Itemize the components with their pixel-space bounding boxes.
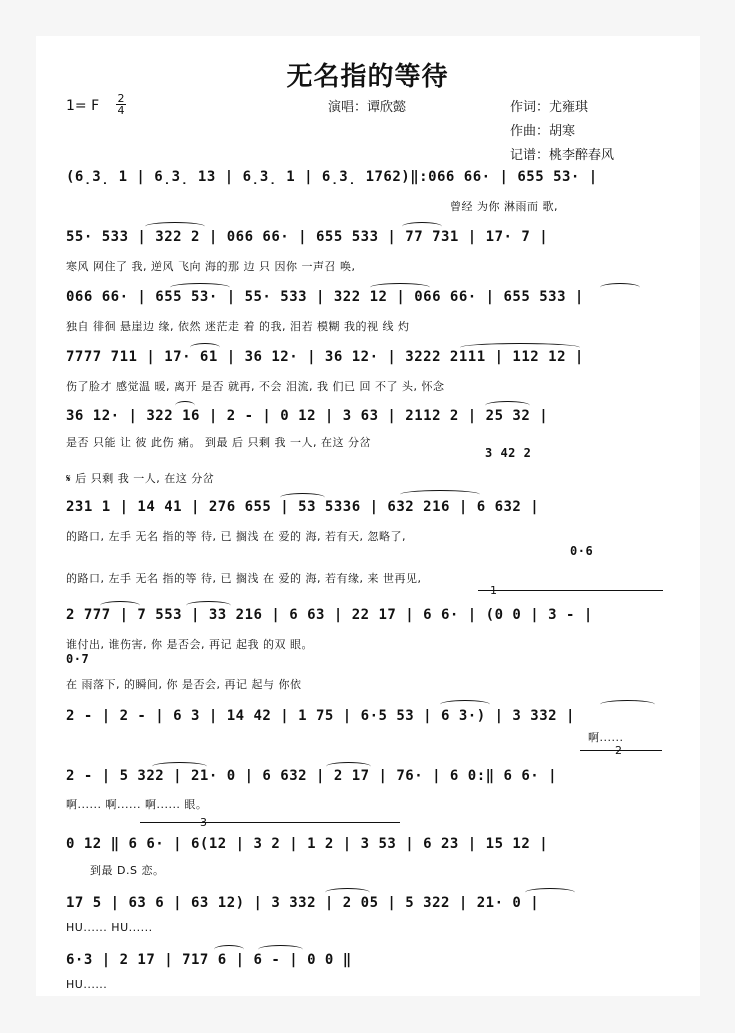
lyric-line-7a: 谁付出, 谁伤害, 你 是否会, 再记 起我 的双 眼。 [66,638,313,651]
lyric-line-10: 到最 D.S 恋。 [90,864,165,877]
lyric-line-3: 独自 徘徊 悬崖边 缘, 依然 迷茫走 着 的我, 泪若 模糊 我的视 线 灼 [66,320,410,333]
time-signature [116,93,126,116]
time-sig-bottom: 4 [117,104,125,117]
slur [600,700,655,709]
lyric-line-12: HU...... [66,978,108,991]
time-sig-top: 2 [117,92,125,105]
lyric-line-7b: 在 雨落下, 的瞬间, 你 是否会, 再记 起与 你依 [66,678,302,691]
transcriber-credit: 记谱：桃李醉春风 [510,148,615,163]
lyric-line-9: 啊...... 啊...... 啊...... 眼。 [66,798,208,811]
lyric-line-5b: 𝄋 后 只剩 我 一人, 在这 分岔 [66,472,215,485]
notation-line-10: 0 12 ‖ 6 6· | 6(12 | 3 2 | 1 2 | 3 53 | 6 23 | 15 12 | [66,836,549,852]
notation-line-12: 6·3 | 2 17 | 717 6 | 6 - | 0 0 ‖ [66,952,352,968]
slur [400,490,480,499]
slur [600,283,640,292]
notation-line-5: 36 12· | 322 16 | 2 - | 0 12 | 3 63 | 2112 2 | 25 32 | [66,408,549,424]
notation-line-6: 231 1 | 14 41 | 276 655 | 53 5336 | 632 216 | 6 632 | [66,499,540,515]
notation-line-3: 066 66· | 655 53· | 55· 533 | 322 12 | 066 66· | 655 533 | [66,289,584,305]
notation-line-2: 55· 533 | 322 2 | 066 66· | 655 533 | 77 731 | 17· 7 | [66,229,549,245]
lyricist-credit: 作词：尤雍琪 [510,100,589,115]
volta-bracket [478,590,663,591]
notation-line-9: 2 - | 5 322 | 21· 0 | 6 632 | 2 17 | 76· | 6 0:‖ 6 6· | [66,768,558,784]
composer-credit: 作曲：胡寒 [510,124,576,139]
alt-notes: 3 42 2 [485,446,532,460]
volta-3-label: 3 [200,816,208,829]
lyric-line-2: 寒风 网住了 我, 逆风 飞向 海的那 边 只 因你 一声召 唤, [66,260,356,273]
singer-credit: 演唱：谭欣懿 [328,100,407,115]
alt-notes: 0·7 [66,652,90,666]
notation-line-8: 2 - | 2 - | 6 3 | 14 42 | 1 75 | 6·5 53 | 6 3·) | 3 332 | [66,708,575,724]
notation-line-4: 7777 711 | 17· 61 | 36 12· | 36 12· | 3222 2111 | 112 12 | [66,349,584,365]
lyric-line-6a: 的路口, 左手 无名 指的等 待, 已 搁浅 在 爱的 海, 若有天, 忽略了, [66,530,406,543]
lyric-line-1b: 曾经 为你 淋雨而 歌, [450,200,558,213]
song-title: 无名指的等待 [286,62,449,92]
notation-line-11: 17 5 | 63 6 | 63 12) | 3 332 | 2 05 | 5 322 | 21· 0 | [66,895,540,911]
key-signature: 1= F [66,98,100,114]
lyric-line-6b: 的路口, 左手 无名 指的等 待, 已 搁浅 在 爱的 海, 若有缘, 来 世再见, [66,572,422,585]
notation-line-7: 2 777 | 7 553 | 33 216 | 6 63 | 22 17 | 6 6· | (0 0 | 3 - | [66,607,593,623]
volta-2-label: 2 [615,744,623,757]
lyric-line-4: 伤了脸才 感觉温 暖, 离开 是否 就再, 不会 泪流, 我 们已 回 不了 头, 怀念 [66,380,445,393]
lyric-line-11: HU...... HU...... [66,921,153,934]
lyric-line-5a: 是否 只能 让 彼 此伤 痛。 到最 后 只剩 我 一人, 在这 分岔 [66,436,371,449]
notation-line-1: (6̣3̣ 1 | 6̣3̣ 13 | 6̣3̣ 1 | 6̣3̣ 1762)‖:066 66· | 655 53· | [66,169,598,185]
lyric-line-8: 啊...... [588,731,624,744]
volta-1-label: 1 [490,584,498,597]
volta-bracket [140,822,400,823]
alt-notes: 0·6 [570,544,594,558]
